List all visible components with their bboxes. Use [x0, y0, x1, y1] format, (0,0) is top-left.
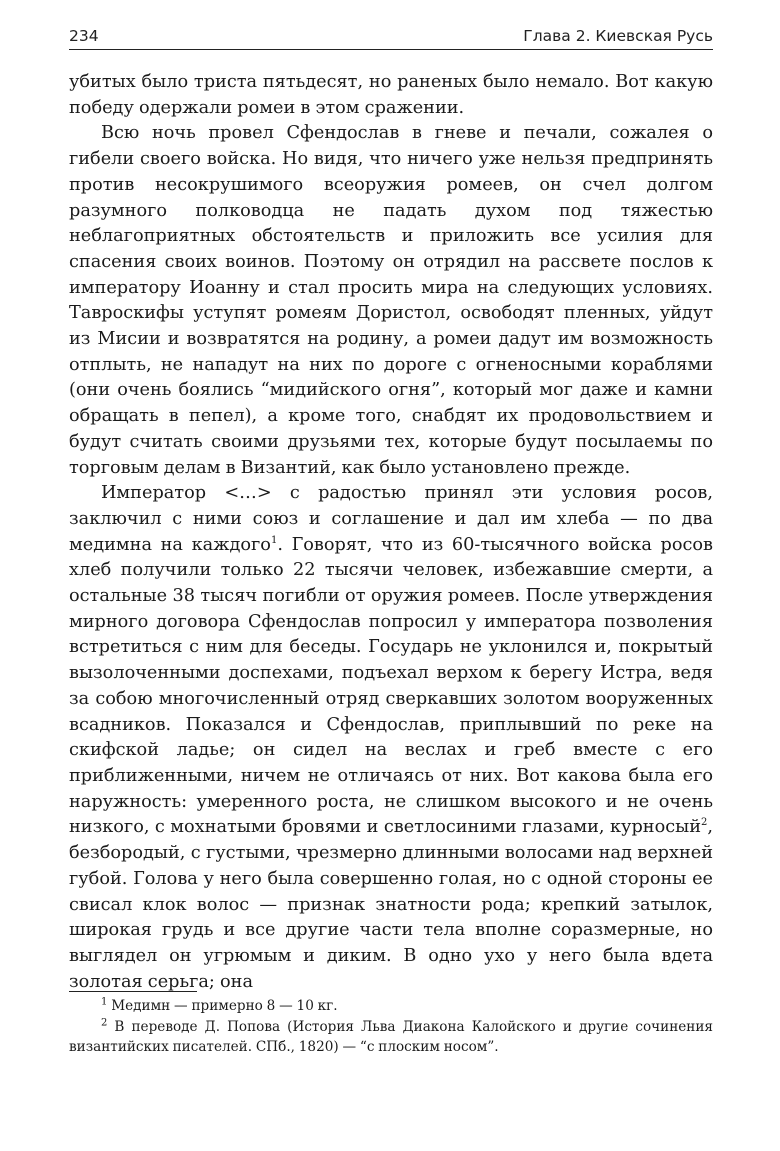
paragraph-3-part-c: , безбородый, с густыми, чрезмерно длинными волосами над верхней губой. Голова у него была совершенно голая, но с одной стороны ее свисал клок волос — признак знатности рода; крепкий затылок, широкая грудь и все другие части тела вполне соразмерные, но выглядел он угрюмым и диким. В одно ухо у него была вдета золотая серьга; она [69, 817, 713, 992]
footnote-rule [69, 991, 197, 992]
footnote-1 [69, 996, 713, 1017]
page-number: 234 [69, 27, 99, 45]
paragraph-3-part-b: . Говорят, что из 60-тысячного войска росов хлеб получили только 22 тысячи человек, избежавшие смерти, а остальные 38 тысяч погибли от оружия ромеев. После утверждения мирного договора Сфендослав попросил у императора позволения встретиться с ним для беседы. Государь не уклонился и, покрытый вызолоченными доспехами, подъехал верхом к берегу Истра, ведя за собою многочисленный отряд сверкавших золотом вооруженных всадников. Показался и Сфендослав, приплывший по реке на скифской ладье; он сидел на веслах и греб вместе с его приближенными, ничем не отличаясь от них. Вот какова была его наружность: умеренного роста, не слишком высокого и не очень низкого, с мохнатыми бровями и светлосиними глазами, курносый [69, 534, 713, 838]
footnote-ref-2: 2 [701, 817, 708, 829]
footnote-2-text: В переводе Д. Попова (История Льва Диакона Калойского и другие сочинения византийских писателей. СПб., 1820) — “с плоским носом”. [69, 1018, 713, 1055]
paragraph-2: Всю ночь провел Сфендослав в гневе и печали, сожалея о гибели своего войска. Но видя, что ничего уже нельзя предпринять против несокрушимого всеоружия ромеев, он счел долгом разумного полководца не падать духом под тяжестью неблагоприятных обстоятельств и приложить все усилия для спасения своих воинов. Поэтому он отрядил на рассвете послов к императору Иоанну и стал просить мира на следующих условиях. Тавроскифы уступят ромеям Дористол, освободят пленных, уйдут из Мисии и возвратятся на родину, а ромеи дадут им возможность отплыть, не нападут на них по дороге с огненосными кораблями (они очень боялись “мидийского огня”, который мог даже и камни обращать в пепел), а кроме того, снабдят их продовольствием и будут считать своими друзьями тех, которые будут посылаемы по торговым делам в Византий, как было установлено прежде. [69, 123, 713, 478]
paragraph-3 [69, 481, 713, 995]
paragraph-1: убитых было триста пятьдесят, но раненых было немало. Вот какую победу одержали ромеи в этом сражении. [69, 72, 713, 118]
footnote-2-mark: 2 [101, 1016, 108, 1028]
footnote-ref-1: 1 [270, 534, 278, 546]
header-rule [69, 49, 713, 50]
main-text [69, 70, 713, 995]
chapter-title: Глава 2. Киевская Русь [523, 27, 713, 45]
footnotes [69, 996, 713, 1058]
footnote-1-text: Медимн — примерно 8 — 10 кг. [107, 998, 338, 1014]
footnote-1-mark: 1 [101, 996, 108, 1008]
running-head [69, 24, 713, 48]
paragraph-3-part-a: Император <…> с радостью принял эти условия росов, заключил с ними союз и соглашение и дал им хлеба — по два медимна на каждого [69, 483, 713, 555]
footnote-2 [69, 1017, 713, 1058]
